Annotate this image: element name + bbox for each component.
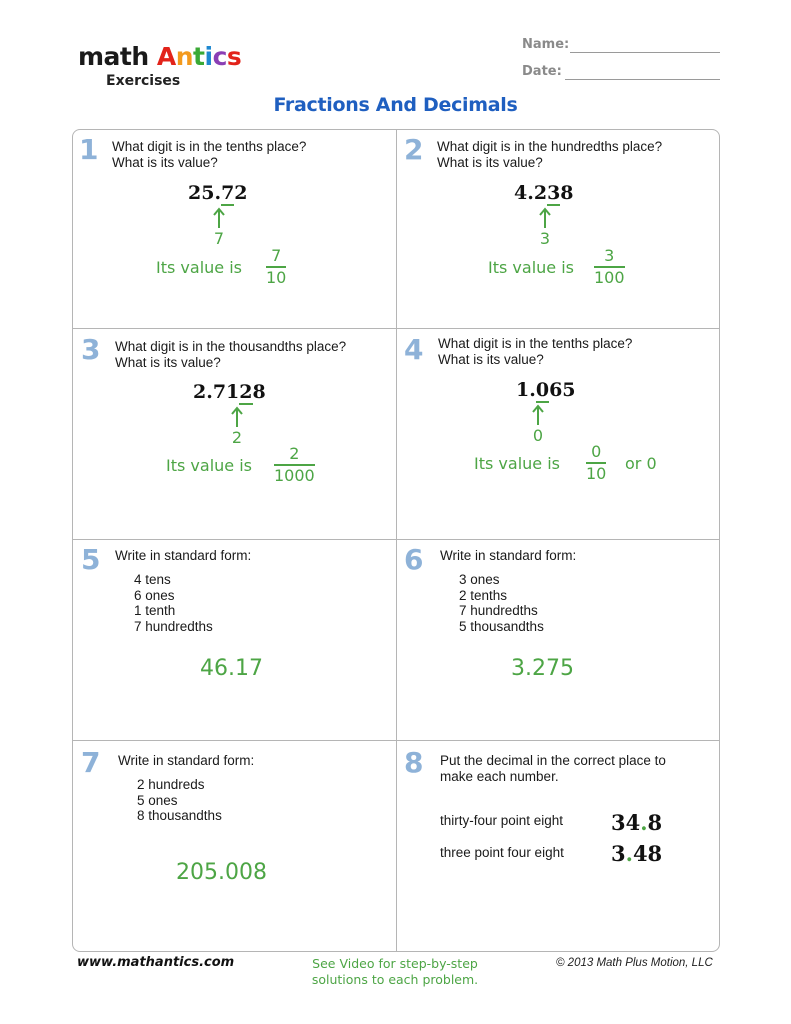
- problem-3-question: What digit is in the thousandths place? What is its value?: [115, 339, 347, 370]
- arrow-up-icon: [209, 207, 229, 229]
- problem-4-question: What digit is in the tenths place? What is its value?: [438, 336, 633, 367]
- problem-4-number: 1.065: [516, 379, 576, 401]
- problem-number-8: 8: [404, 746, 424, 779]
- problem-4-fraction: 0 10: [586, 442, 607, 483]
- problem-8-item-2-number: 3.48: [611, 841, 663, 866]
- problem-number-7: 7: [81, 746, 101, 779]
- problem-4-value-label: Its value is: [474, 454, 560, 473]
- grid-divider-row-3: [72, 740, 720, 741]
- problem-number-1: 1: [79, 133, 99, 166]
- grid-divider-vertical: [396, 129, 397, 952]
- problem-4-extra: or 0: [625, 454, 657, 473]
- problem-5-list: 4 tens 6 ones 1 tenth 7 hundredths: [134, 572, 213, 634]
- problem-6-answer: 3.275: [511, 656, 574, 681]
- math-antics-logo: math Antics: [78, 42, 242, 71]
- name-label: Name:: [522, 37, 570, 52]
- problem-3-fraction: 2 1000: [274, 444, 315, 485]
- page-title: Fractions And Decimals: [273, 94, 518, 116]
- problem-1-fraction: 7 10: [266, 246, 287, 287]
- name-line[interactable]: [570, 52, 720, 53]
- problem-7-answer: 205.008: [176, 860, 267, 885]
- problem-4-digit: 0: [532, 426, 544, 445]
- problem-8-item-1-label: thirty-four point eight: [440, 813, 564, 828]
- grid-divider-row-2: [72, 539, 720, 540]
- problem-2-fraction: 3 100: [594, 246, 625, 287]
- problem-number-3: 3: [81, 333, 101, 366]
- problem-number-5: 5: [81, 543, 101, 576]
- problem-2-question: What digit is in the hundredths place? What is its value?: [437, 139, 663, 170]
- copyright: © 2013 Math Plus Motion, LLC: [556, 957, 713, 969]
- problem-number-6: 6: [404, 543, 424, 576]
- problem-number-2: 2: [404, 133, 424, 166]
- problem-5-answer: 46.17: [200, 656, 263, 681]
- problem-3-value-label: Its value is: [166, 456, 252, 475]
- arrow-up-icon: [528, 404, 548, 426]
- problem-8-question: Put the decimal in the correct place to make each number.: [440, 753, 666, 784]
- problem-1-digit: 7: [213, 229, 225, 248]
- problem-2-number: 4.238: [514, 182, 574, 204]
- problem-6-prompt: Write in standard form:: [440, 548, 577, 563]
- website-link[interactable]: www.mathantics.com: [77, 955, 235, 970]
- logo-subtitle: Exercises: [106, 73, 181, 89]
- grid-divider-row-1: [72, 328, 720, 329]
- problem-1-question: What digit is in the tenths place? What is its value?: [112, 139, 307, 170]
- arrow-up-icon: [535, 207, 555, 229]
- problem-5-prompt: Write in standard form:: [115, 548, 252, 563]
- problem-7-prompt: Write in standard form:: [118, 753, 255, 768]
- problem-number-4: 4: [404, 333, 424, 366]
- arrow-up-icon: [227, 406, 247, 428]
- problem-2-digit: 3: [539, 229, 551, 248]
- problem-1-number: 25.72: [188, 182, 248, 204]
- problem-8-item-1-number: 34.8: [611, 810, 663, 835]
- problem-3-number: 2.7128: [193, 381, 266, 403]
- problem-8-item-2-label: three point four eight: [440, 845, 564, 860]
- problem-1-value-label: Its value is: [156, 258, 242, 277]
- problem-7-list: 2 hundreds 5 ones 8 thousandths: [137, 777, 222, 823]
- problem-2-value-label: Its value is: [488, 258, 574, 277]
- date-label: Date:: [522, 64, 562, 79]
- problem-3-digit: 2: [231, 428, 243, 447]
- problem-6-list: 3 ones 2 tenths 7 hundredths 5 thousandths: [459, 572, 544, 634]
- date-line[interactable]: [565, 79, 720, 80]
- video-note: See Video for step-by-step solutions to each problem.: [311, 956, 479, 987]
